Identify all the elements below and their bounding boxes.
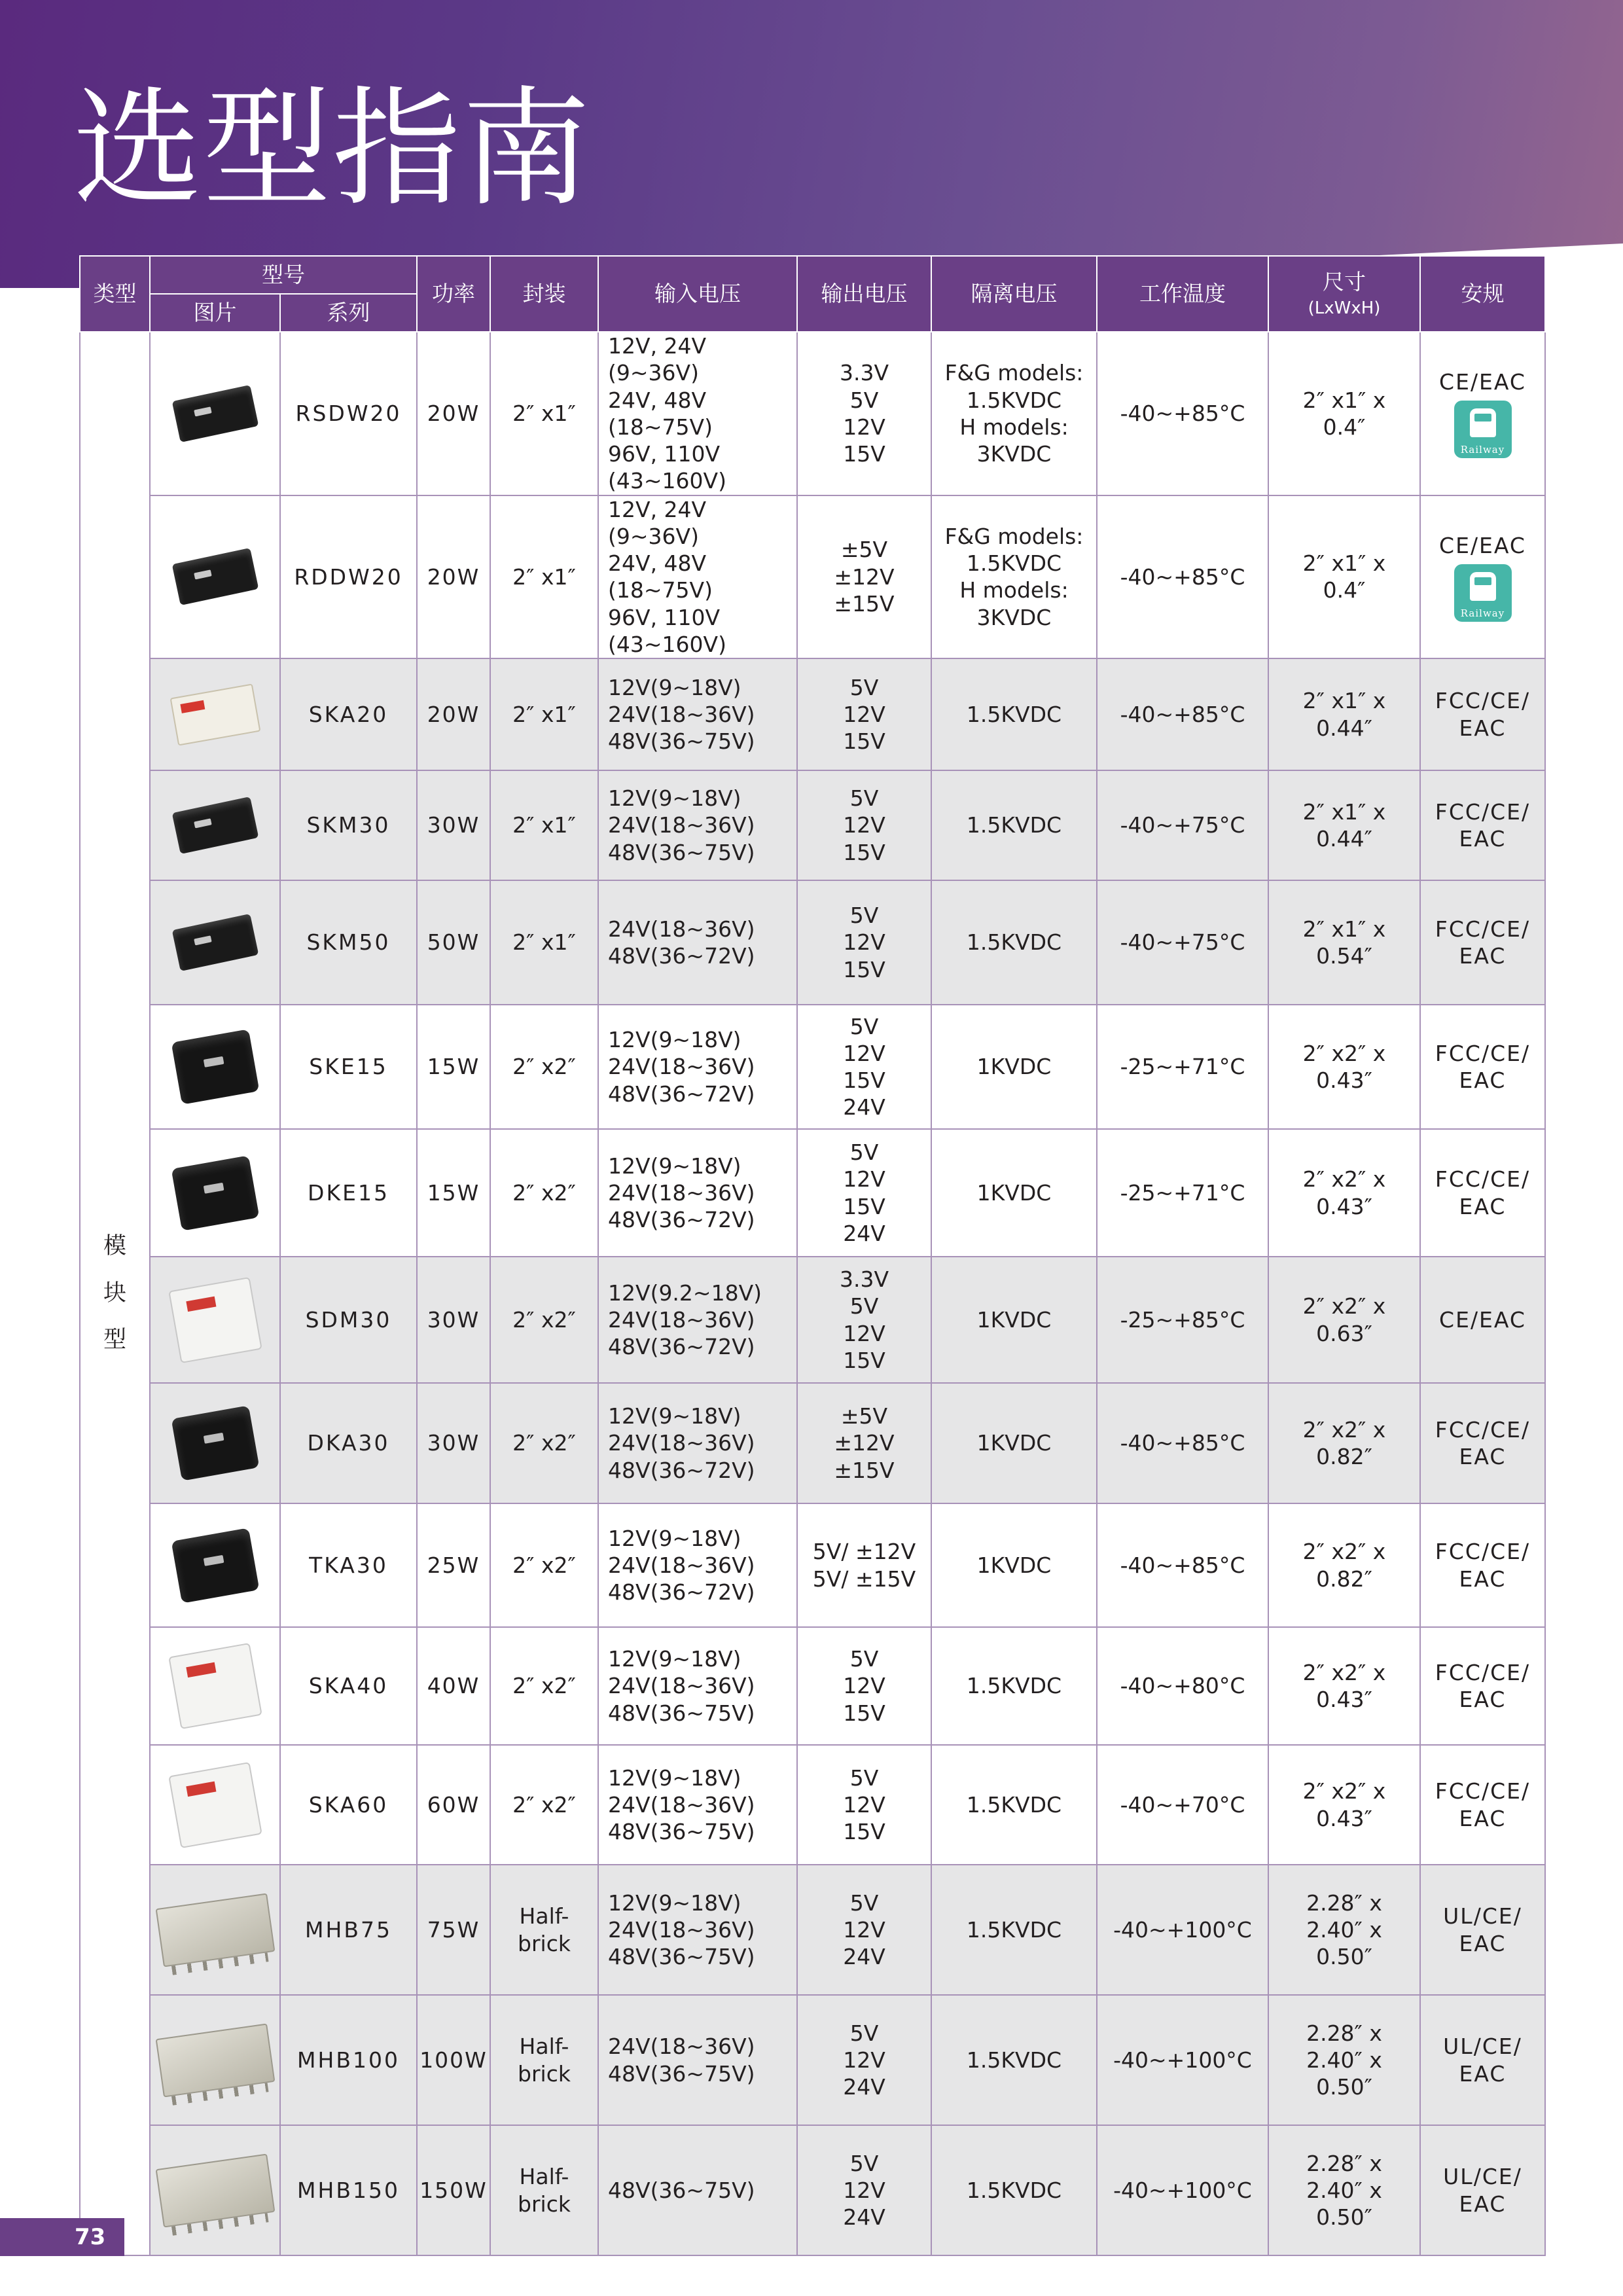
- railway-badge-icon: [1454, 564, 1512, 622]
- package-cell: Half- brick: [490, 2125, 598, 2255]
- header-series: 系列: [280, 294, 417, 332]
- table-row: [80, 1745, 1545, 1865]
- isolation-cell: 1.5KVDC: [931, 2125, 1097, 2255]
- series-cell: SKM30: [280, 770, 417, 880]
- isolation-cell: 1KVDC: [931, 1129, 1097, 1257]
- product-image-cell: [150, 495, 280, 659]
- package-cell: 2″ x2″: [490, 1005, 598, 1129]
- temperature-cell: -25~+85°C: [1097, 1257, 1268, 1383]
- page-number: 73: [75, 2224, 106, 2250]
- header-image: 图片: [150, 294, 280, 332]
- package-cell: Half- brick: [490, 1865, 598, 1995]
- output-voltage-cell: ±5V ±12V ±15V: [797, 1383, 931, 1503]
- product-image-cell: [150, 1865, 280, 1995]
- series-cell: SKE15: [280, 1005, 417, 1129]
- series-cell: SDM30: [280, 1257, 417, 1383]
- safety-cell: [1420, 1503, 1545, 1627]
- temperature-cell: -40~+85°C: [1097, 658, 1268, 770]
- table-row: [80, 1865, 1545, 1995]
- package-cell: 2″ x2″: [490, 1383, 598, 1503]
- metal-brick-module-icon: [155, 2023, 275, 2097]
- category-char: 模: [103, 1232, 126, 1259]
- header-safety: 安规: [1420, 256, 1545, 332]
- series-cell: MHB150: [280, 2125, 417, 2255]
- input-voltage-cell: 48V(36~75V): [598, 2125, 797, 2255]
- header-isolation: 隔离电压: [931, 256, 1097, 332]
- page-number-tab: [0, 2218, 124, 2256]
- product-image-cell: [150, 2125, 280, 2255]
- output-voltage-cell: 5V 12V 15V: [797, 880, 931, 1005]
- input-voltage-cell: 12V(9~18V) 24V(18~36V) 48V(36~75V): [598, 1865, 797, 1995]
- header-model: 型号: [150, 256, 417, 294]
- series-cell: DKA30: [280, 1383, 417, 1503]
- series-cell: SKA40: [280, 1627, 417, 1745]
- selection-guide-table: [79, 255, 1546, 2256]
- size-cell: 2″ x1″ x 0.4″: [1268, 332, 1420, 495]
- output-voltage-cell: 5V 12V 24V: [797, 2125, 931, 2255]
- railway-label: Railway: [1460, 444, 1505, 456]
- header-input-voltage: 输入电压: [598, 256, 797, 332]
- input-voltage-cell: 12V, 24V (9~36V) 24V, 48V (18~75V) 96V, 110V (43~160V): [598, 332, 797, 495]
- size-cell: 2″ x2″ x 0.43″: [1268, 1745, 1420, 1865]
- input-voltage-cell: 12V(9.2~18V) 24V(18~36V) 48V(36~72V): [598, 1257, 797, 1383]
- product-image-cell: [150, 880, 280, 1005]
- black-square-module-icon: [171, 1528, 259, 1603]
- size-cell: 2″ x2″ x 0.43″: [1268, 1005, 1420, 1129]
- certification-text: CE/EAC: [1439, 1306, 1526, 1333]
- certification-text: FCC/CE/ EAC: [1435, 1166, 1531, 1219]
- certification-text: UL/CE/ EAC: [1443, 2034, 1522, 2087]
- power-cell: 15W: [417, 1129, 490, 1257]
- input-voltage-cell: 12V(9~18V) 24V(18~36V) 48V(36~75V): [598, 1745, 797, 1865]
- product-image-cell: [150, 1257, 280, 1383]
- isolation-cell: 1.5KVDC: [931, 1995, 1097, 2125]
- output-voltage-cell: 5V 12V 15V 24V: [797, 1005, 931, 1129]
- size-cell: 2″ x1″ x 0.54″: [1268, 880, 1420, 1005]
- input-voltage-cell: 12V(9~18V) 24V(18~36V) 48V(36~72V): [598, 1383, 797, 1503]
- black-square-module-icon: [171, 1029, 259, 1104]
- header-type: 类型: [80, 256, 150, 332]
- table-row: [80, 332, 1545, 495]
- product-image-cell: [150, 1503, 280, 1627]
- input-voltage-cell: 12V(9~18V) 24V(18~36V) 48V(36~75V): [598, 1627, 797, 1745]
- product-image-cell: [150, 1627, 280, 1745]
- power-cell: 30W: [417, 770, 490, 880]
- product-image-cell: [150, 1129, 280, 1257]
- black-module-icon: [171, 797, 259, 854]
- isolation-cell: 1.5KVDC: [931, 658, 1097, 770]
- output-voltage-cell: ±5V ±12V ±15V: [797, 495, 931, 659]
- size-cell: 2″ x2″ x 0.82″: [1268, 1383, 1420, 1503]
- black-module-icon: [171, 385, 259, 442]
- certification-text: FCC/CE/ EAC: [1435, 916, 1531, 969]
- product-image-cell: [150, 1745, 280, 1865]
- temperature-cell: -40~+75°C: [1097, 770, 1268, 880]
- size-cell: 2″ x1″ x 0.44″: [1268, 658, 1420, 770]
- table-header: [80, 256, 1545, 332]
- size-cell: 2″ x2″ x 0.43″: [1268, 1129, 1420, 1257]
- safety-cell: [1420, 1865, 1545, 1995]
- table-row: [80, 1129, 1545, 1257]
- metal-brick-module-icon: [155, 2153, 275, 2227]
- black-module-icon: [171, 548, 259, 605]
- power-cell: 60W: [417, 1745, 490, 1865]
- table-row: [80, 1005, 1545, 1129]
- category-char: 块: [103, 1280, 126, 1306]
- isolation-cell: 1.5KVDC: [931, 1745, 1097, 1865]
- safety-cell: [1420, 658, 1545, 770]
- output-voltage-cell: 5V 12V 15V: [797, 1627, 931, 1745]
- size-cell: 2.28″ x 2.40″ x 0.50″: [1268, 1995, 1420, 2125]
- input-voltage-cell: 12V, 24V (9~36V) 24V, 48V (18~75V) 96V, 110V (43~160V): [598, 495, 797, 659]
- power-cell: 100W: [417, 1995, 490, 2125]
- series-cell: DKE15: [280, 1129, 417, 1257]
- safety-cell: [1420, 1745, 1545, 1865]
- series-cell: MHB75: [280, 1865, 417, 1995]
- size-cell: 2″ x2″ x 0.82″: [1268, 1503, 1420, 1627]
- package-cell: 2″ x1″: [490, 495, 598, 659]
- table-row: [80, 1383, 1545, 1503]
- output-voltage-cell: 5V 12V 15V: [797, 1745, 931, 1865]
- package-cell: 2″ x2″: [490, 1627, 598, 1745]
- certification-text: FCC/CE/ EAC: [1435, 1539, 1531, 1592]
- power-cell: 150W: [417, 2125, 490, 2255]
- package-cell: 2″ x1″: [490, 770, 598, 880]
- isolation-cell: 1.5KVDC: [931, 1627, 1097, 1745]
- package-cell: 2″ x1″: [490, 880, 598, 1005]
- safety-cell: [1420, 1627, 1545, 1745]
- output-voltage-cell: 3.3V 5V 12V 15V: [797, 332, 931, 495]
- size-cell: 2.28″ x 2.40″ x 0.50″: [1268, 1865, 1420, 1995]
- package-cell: Half- brick: [490, 1995, 598, 2125]
- package-cell: 2″ x1″: [490, 332, 598, 495]
- certification-text: FCC/CE/ EAC: [1435, 1416, 1531, 1469]
- certification-text: FCC/CE/ EAC: [1435, 688, 1531, 741]
- input-voltage-cell: 24V(18~36V) 48V(36~72V): [598, 880, 797, 1005]
- table-row: [80, 880, 1545, 1005]
- safety-cell: [1420, 332, 1545, 495]
- isolation-cell: 1KVDC: [931, 1503, 1097, 1627]
- black-square-module-icon: [171, 1405, 259, 1480]
- temperature-cell: -40~+85°C: [1097, 1503, 1268, 1627]
- category-cell: [80, 332, 150, 2255]
- series-cell: RSDW20: [280, 332, 417, 495]
- product-image-cell: [150, 332, 280, 495]
- isolation-cell: 1.5KVDC: [931, 770, 1097, 880]
- product-image-cell: [150, 1005, 280, 1129]
- package-cell: 2″ x1″: [490, 658, 598, 770]
- temperature-cell: -25~+71°C: [1097, 1129, 1268, 1257]
- certification-text: CE/EAC: [1439, 532, 1526, 558]
- input-voltage-cell: 12V(9~18V) 24V(18~36V) 48V(36~75V): [598, 658, 797, 770]
- table-row: [80, 495, 1545, 659]
- series-cell: SKA20: [280, 658, 417, 770]
- input-voltage-cell: 24V(18~36V) 48V(36~75V): [598, 1995, 797, 2125]
- header-package: 封装: [490, 256, 598, 332]
- temperature-cell: -25~+71°C: [1097, 1005, 1268, 1129]
- certification-text: FCC/CE/ EAC: [1435, 1040, 1531, 1093]
- temperature-cell: -40~+70°C: [1097, 1745, 1268, 1865]
- table-body: [80, 332, 1545, 2255]
- black-module-icon: [171, 914, 259, 971]
- series-cell: TKA30: [280, 1503, 417, 1627]
- package-cell: 2″ x2″: [490, 1129, 598, 1257]
- railway-label: Railway: [1460, 607, 1505, 619]
- table-row: [80, 1257, 1545, 1383]
- certification-text: FCC/CE/ EAC: [1435, 1778, 1531, 1831]
- safety-cell: [1420, 1005, 1545, 1129]
- black-square-module-icon: [171, 1155, 259, 1230]
- table-row: [80, 1627, 1545, 1745]
- table-row: [80, 770, 1545, 880]
- power-cell: 20W: [417, 332, 490, 495]
- temperature-cell: -40~+85°C: [1097, 332, 1268, 495]
- table-row: [80, 658, 1545, 770]
- certification-text: UL/CE/ EAC: [1443, 2164, 1522, 2217]
- page-title: 选型指南: [73, 75, 592, 224]
- power-cell: 30W: [417, 1383, 490, 1503]
- table-row: [80, 2125, 1545, 2255]
- series-cell: SKA60: [280, 1745, 417, 1865]
- safety-cell: [1420, 1995, 1545, 2125]
- size-cell: 2″ x2″ x 0.43″: [1268, 1627, 1420, 1745]
- isolation-cell: 1KVDC: [931, 1383, 1097, 1503]
- product-image-cell: [150, 658, 280, 770]
- isolation-cell: 1.5KVDC: [931, 880, 1097, 1005]
- header-size-label: 尺寸: [1323, 269, 1366, 295]
- power-cell: 15W: [417, 1005, 490, 1129]
- series-cell: SKM50: [280, 880, 417, 1005]
- temperature-cell: -40~+100°C: [1097, 1865, 1268, 1995]
- size-cell: 2″ x1″ x 0.4″: [1268, 495, 1420, 659]
- power-cell: 20W: [417, 658, 490, 770]
- table-row: [80, 1995, 1545, 2125]
- product-image-cell: [150, 770, 280, 880]
- input-voltage-cell: 12V(9~18V) 24V(18~36V) 48V(36~72V): [598, 1503, 797, 1627]
- input-voltage-cell: 12V(9~18V) 24V(18~36V) 48V(36~72V): [598, 1005, 797, 1129]
- temperature-cell: -40~+80°C: [1097, 1627, 1268, 1745]
- category-char: 型: [103, 1327, 126, 1354]
- product-image-cell: [150, 1995, 280, 2125]
- power-cell: 20W: [417, 495, 490, 659]
- railway-badge-icon: [1454, 401, 1512, 458]
- isolation-cell: F&G models: 1.5KVDC H models: 3KVDC: [931, 495, 1097, 659]
- certification-text: FCC/CE/ EAC: [1435, 1659, 1531, 1712]
- white-module-icon: [169, 683, 260, 745]
- safety-cell: [1420, 880, 1545, 1005]
- power-cell: 75W: [417, 1865, 490, 1995]
- white-square-module-icon: [168, 1276, 262, 1363]
- temperature-cell: -40~+75°C: [1097, 880, 1268, 1005]
- series-cell: RDDW20: [280, 495, 417, 659]
- package-cell: 2″ x2″: [490, 1257, 598, 1383]
- safety-cell: [1420, 1129, 1545, 1257]
- certification-text: UL/CE/ EAC: [1443, 1903, 1522, 1956]
- power-cell: 30W: [417, 1257, 490, 1383]
- product-image-cell: [150, 1383, 280, 1503]
- certification-text: FCC/CE/ EAC: [1435, 798, 1531, 852]
- header-temperature: 工作温度: [1097, 256, 1268, 332]
- output-voltage-cell: 5V 12V 15V: [797, 658, 931, 770]
- train-icon: [1470, 408, 1496, 437]
- temperature-cell: -40~+85°C: [1097, 1383, 1268, 1503]
- header-size: [1268, 256, 1420, 332]
- input-voltage-cell: 12V(9~18V) 24V(18~36V) 48V(36~72V): [598, 1129, 797, 1257]
- output-voltage-cell: 5V 12V 24V: [797, 1995, 931, 2125]
- safety-cell: [1420, 770, 1545, 880]
- package-cell: 2″ x2″: [490, 1745, 598, 1865]
- header-output-voltage: 输出电压: [797, 256, 931, 332]
- power-cell: 40W: [417, 1627, 490, 1745]
- isolation-cell: F&G models: 1.5KVDC H models: 3KVDC: [931, 332, 1097, 495]
- output-voltage-cell: 5V 12V 15V: [797, 770, 931, 880]
- output-voltage-cell: 5V 12V 24V: [797, 1865, 931, 1995]
- power-cell: 25W: [417, 1503, 490, 1627]
- size-cell: 2.28″ x 2.40″ x 0.50″: [1268, 2125, 1420, 2255]
- package-cell: 2″ x2″: [490, 1503, 598, 1627]
- power-cell: 50W: [417, 880, 490, 1005]
- temperature-cell: -40~+100°C: [1097, 1995, 1268, 2125]
- header-power: 功率: [417, 256, 490, 332]
- input-voltage-cell: 12V(9~18V) 24V(18~36V) 48V(36~75V): [598, 770, 797, 880]
- output-voltage-cell: 5V/ ±12V 5V/ ±15V: [797, 1503, 931, 1627]
- white-square-module-icon: [168, 1643, 262, 1729]
- safety-cell: [1420, 1383, 1545, 1503]
- isolation-cell: 1KVDC: [931, 1257, 1097, 1383]
- isolation-cell: 1KVDC: [931, 1005, 1097, 1129]
- metal-brick-module-icon: [155, 1893, 275, 1967]
- output-voltage-cell: 3.3V 5V 12V 15V: [797, 1257, 931, 1383]
- size-cell: 2″ x2″ x 0.63″: [1268, 1257, 1420, 1383]
- header-size-unit: (LxWxH): [1308, 298, 1381, 319]
- safety-cell: [1420, 1257, 1545, 1383]
- train-icon: [1470, 572, 1496, 601]
- table-row: [80, 1503, 1545, 1627]
- size-cell: 2″ x1″ x 0.44″: [1268, 770, 1420, 880]
- safety-cell: [1420, 2125, 1545, 2255]
- temperature-cell: -40~+100°C: [1097, 2125, 1268, 2255]
- output-voltage-cell: 5V 12V 15V 24V: [797, 1129, 931, 1257]
- temperature-cell: -40~+85°C: [1097, 495, 1268, 659]
- isolation-cell: 1.5KVDC: [931, 1865, 1097, 1995]
- series-cell: MHB100: [280, 1995, 417, 2125]
- safety-cell: [1420, 495, 1545, 659]
- certification-text: CE/EAC: [1439, 369, 1526, 395]
- white-square-module-icon: [168, 1761, 262, 1848]
